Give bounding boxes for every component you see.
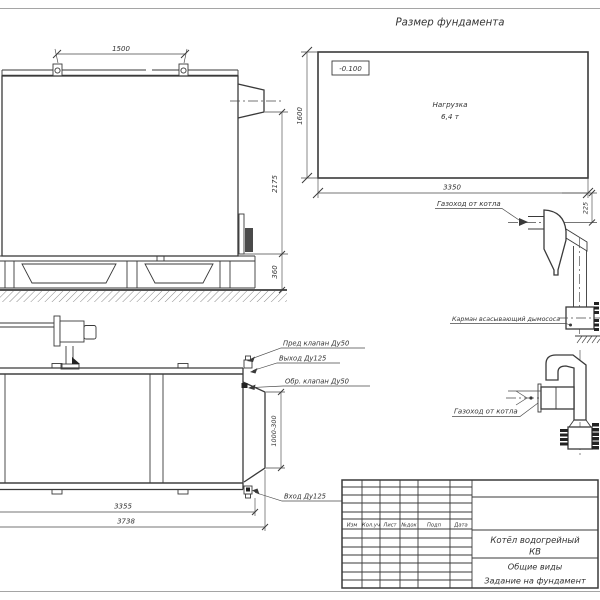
boiler-plan-view	[0, 316, 370, 531]
svg-text:Газоход от котла: Газоход от котла	[437, 200, 501, 208]
doc-type-2: Задание на фундамент	[484, 575, 586, 586]
boiler-body	[2, 76, 238, 256]
header-izm: Изм	[346, 522, 358, 529]
svg-text:Газоход от котла: Газоход от котла	[454, 407, 518, 416]
dimension-2175-360	[242, 109, 288, 293]
svg-text:Карман всасывающий дымососа: Карман всасывающий дымососа	[452, 316, 561, 323]
dimension-3738	[0, 470, 268, 531]
dimension-1500	[53, 45, 189, 63]
svg-text:Пред клапан Ду50: Пред клапан Ду50	[283, 339, 350, 348]
svg-text:Выход Ду125: Выход Ду125	[279, 354, 327, 363]
dimension-1000-300	[266, 389, 285, 471]
elevation-mark: -0.100	[339, 65, 362, 73]
svg-text:1000-300: 1000-300	[270, 415, 278, 447]
exhauster-flange-box	[568, 427, 592, 449]
dimension-3355	[0, 498, 258, 516]
header-data: Дата	[454, 522, 468, 529]
flue-detail-top	[435, 190, 600, 343]
inlet-callout	[252, 489, 347, 502]
flue-from-boiler-callout	[452, 403, 538, 417]
doc-type-1: Общие виды	[507, 561, 563, 572]
outlet-callout	[250, 355, 340, 374]
dimension-3350	[313, 178, 593, 198]
svg-text:360: 360	[271, 265, 279, 279]
header-list: Лист	[383, 522, 397, 529]
svg-text:1600: 1600	[296, 107, 304, 125]
product-name: Котёл водогрейный	[490, 536, 580, 546]
burner	[54, 316, 96, 369]
load-value: 6,4 т	[441, 112, 459, 121]
header-podp: Подп	[426, 522, 442, 529]
foundation-plan	[296, 47, 593, 198]
load-label: Нагрузка	[432, 100, 468, 109]
front-door-bevel	[243, 382, 265, 482]
check-valve-callout	[248, 378, 370, 391]
ground-mark	[575, 336, 600, 343]
flow-arrow	[519, 218, 528, 226]
ground-hatch	[0, 291, 287, 302]
side-fitting	[245, 228, 253, 252]
drawing-title: Размер фундамента	[395, 17, 505, 29]
flue-from-boiler-callout	[435, 200, 519, 220]
boiler-side-view	[0, 45, 288, 302]
suction-pocket-callout	[450, 316, 572, 327]
svg-text:225: 225	[581, 201, 590, 215]
svg-text:1500: 1500	[112, 45, 130, 53]
svg-text:Обр. клапан Ду50: Обр. клапан Ду50	[285, 377, 349, 386]
svg-text:2175: 2175	[271, 175, 279, 193]
title-block	[342, 480, 598, 588]
header-koluch: Кол.уч	[362, 522, 380, 529]
product-code: КВ	[529, 547, 541, 558]
flange-bolts	[594, 302, 599, 331]
svg-text:3355: 3355	[114, 502, 132, 511]
dimension-1600	[296, 47, 318, 183]
header-ndok: №док	[401, 522, 417, 529]
flue-duct	[541, 387, 574, 409]
svg-text:3738: 3738	[117, 517, 135, 526]
flue-elbow-cyclone	[544, 210, 566, 275]
svg-text:3350: 3350	[443, 183, 461, 192]
svg-text:Вход Ду125: Вход Ду125	[284, 492, 327, 501]
flue-detail-side	[452, 350, 599, 456]
